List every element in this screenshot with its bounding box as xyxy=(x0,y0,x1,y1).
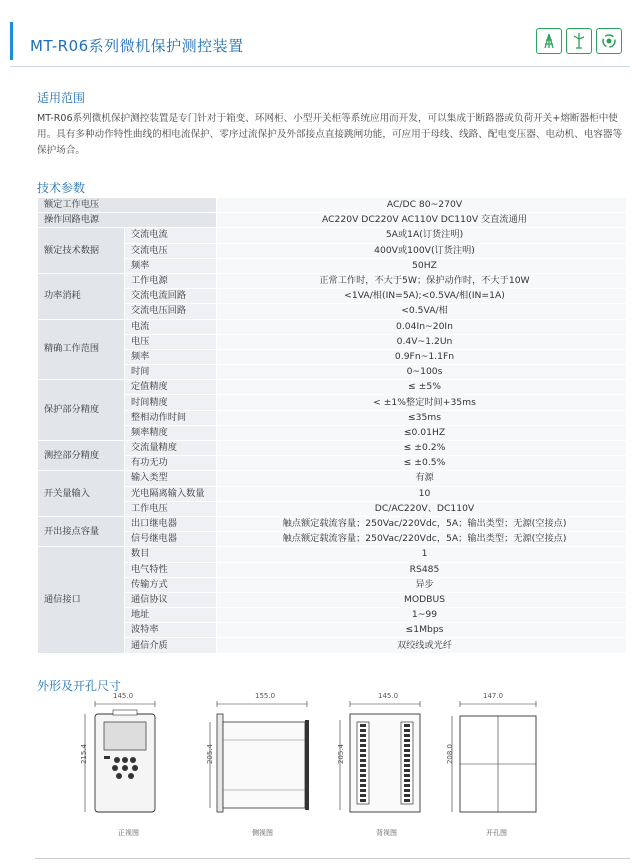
spec-category: 开出接点容量 xyxy=(38,516,125,546)
header-accent-bar xyxy=(10,22,13,60)
spec-subitem: 有功无功 xyxy=(125,456,217,471)
spec-row xyxy=(38,319,627,334)
spec-subitem: 交流电压回路 xyxy=(125,304,217,319)
back-height-label: 205.4 xyxy=(337,743,346,765)
spec-subitem: 频率精度 xyxy=(125,425,217,440)
spec-subitem: 电气特性 xyxy=(125,562,217,577)
spec-subitem: 交流电流 xyxy=(125,228,217,243)
spec-subitem: 工作电压 xyxy=(125,501,217,516)
terminal-marker xyxy=(404,744,410,747)
spec-value: AC220V DC220V AC110V DC110V 交直流通用 xyxy=(217,213,627,228)
spec-row xyxy=(38,410,627,425)
spec-category: 额定技术数据 xyxy=(38,228,125,274)
terminal-marker xyxy=(404,794,410,797)
spec-row xyxy=(38,334,627,349)
recycle-icon xyxy=(596,28,622,54)
spec-subitem: 通信介质 xyxy=(125,638,217,653)
cutout-width-label: 147.0 xyxy=(483,692,504,700)
scope-text: MT-R06系列微机保护测控装置是专门针对于箱变、环网柜、小型开关柜等系统应用而开发，可以集成于断路器或负荷开关+熔断器柜中使用。具有多种动作特性曲线的相电流保护、零序过流保护及外部接点直接跳闸功能，可应用于母线、线路、配电变压器、电动机、电容器等保护场合。 xyxy=(37,113,623,156)
terminal-marker xyxy=(404,734,410,737)
back-view-drawing xyxy=(335,700,435,825)
spec-subitem: 输入类型 xyxy=(125,471,217,486)
spec-subitem: 传输方式 xyxy=(125,577,217,592)
spec-value: <0.5VA/相 xyxy=(217,304,627,319)
terminal-marker xyxy=(404,749,410,752)
spec-value: 0.9Fn~1.1Fn xyxy=(217,349,627,364)
spec-category: 测控部分精度 xyxy=(38,441,125,471)
spec-row xyxy=(38,228,627,243)
spec-row xyxy=(38,486,627,501)
spec-subitem: 信号继电器 xyxy=(125,532,217,547)
spec-value: 触点额定载流容量；250Vac/220Vdc，5A；输出类型；无源(空接点) xyxy=(217,516,627,531)
spec-value: 400V或100V(订货注明) xyxy=(217,243,627,258)
spec-value: DC/AC220V、DC110V xyxy=(217,501,627,516)
side-height-label: 205.4 xyxy=(206,743,215,765)
spec-value: 0.04In~20In xyxy=(217,319,627,334)
spec-row xyxy=(38,471,627,486)
spec-value: 50HZ xyxy=(217,258,627,273)
spec-value: 10 xyxy=(217,486,627,501)
header-icons xyxy=(536,28,622,54)
spec-row xyxy=(38,501,627,516)
cutout-height-label: 208.0 xyxy=(446,743,455,765)
terminal-marker xyxy=(360,794,366,797)
spec-row xyxy=(38,304,627,319)
specs-title: 技术参数 xyxy=(37,181,86,195)
terminal-marker xyxy=(404,779,410,782)
spec-row xyxy=(38,562,627,577)
terminal-marker xyxy=(360,799,366,802)
spec-value: 触点额定载流容量；250Vac/220Vdc，5A；输出类型；无源(空接点) xyxy=(217,532,627,547)
spec-row xyxy=(38,623,627,638)
terminal-marker xyxy=(360,744,366,747)
side-width-label: 155.0 xyxy=(255,692,276,700)
spec-value: ≤35ms xyxy=(217,410,627,425)
spec-value: < ±1%整定时间+35ms xyxy=(217,395,627,410)
spec-value: ≤ ±5% xyxy=(217,380,627,395)
spec-category: 保护部分精度 xyxy=(38,380,125,441)
cutout-caption: 开孔图 xyxy=(486,829,507,837)
terminal-marker xyxy=(404,789,410,792)
spec-subitem: 交流电流回路 xyxy=(125,289,217,304)
spec-category: 精确工作范围 xyxy=(38,319,125,380)
spec-subitem: 时间 xyxy=(125,365,217,380)
side-view-caption: 侧视图 xyxy=(252,829,273,837)
spec-row xyxy=(38,243,627,258)
front-height-label: 215.4 xyxy=(80,743,89,765)
spec-row xyxy=(38,273,627,288)
spec-value: ≤0.01HZ xyxy=(217,425,627,440)
terminal-marker xyxy=(404,729,410,732)
spec-row xyxy=(38,198,627,213)
spec-value: MODBUS xyxy=(217,592,627,607)
spec-row xyxy=(38,395,627,410)
spec-row xyxy=(38,213,627,228)
front-view-caption: 正视图 xyxy=(118,829,139,837)
spec-subitem: 交流量精度 xyxy=(125,441,217,456)
page-title: MT-R06系列微机保护测控装置 xyxy=(30,37,244,55)
terminal-marker xyxy=(360,739,366,742)
spec-value: RS485 xyxy=(217,562,627,577)
spec-subitem: 定值精度 xyxy=(125,380,217,395)
spec-value: 5A或1A(订货注明) xyxy=(217,228,627,243)
front-view-drawing xyxy=(80,700,170,825)
spec-category: 额定工作电压 xyxy=(38,198,217,213)
spec-row xyxy=(38,380,627,395)
spec-subitem: 交流电压 xyxy=(125,243,217,258)
spec-value: 有源 xyxy=(217,471,627,486)
spec-subitem: 波特率 xyxy=(125,623,217,638)
spec-table xyxy=(37,197,627,654)
spec-row xyxy=(38,532,627,547)
spec-row xyxy=(38,592,627,607)
spec-subitem: 通信协议 xyxy=(125,592,217,607)
spec-value: ≤ ±0.5% xyxy=(217,456,627,471)
spec-value: ≤1Mbps xyxy=(217,623,627,638)
front-width-label: 145.0 xyxy=(113,692,134,700)
terminal-marker xyxy=(360,784,366,787)
spec-row xyxy=(38,547,627,562)
spec-category: 功率消耗 xyxy=(38,273,125,319)
spec-row xyxy=(38,456,627,471)
terminal-marker xyxy=(360,764,366,767)
spec-value: 双绞线或光纤 xyxy=(217,638,627,653)
dimensions-title: 外形及开孔尺寸 xyxy=(37,679,122,693)
terminal-marker xyxy=(360,754,366,757)
dimension-drawings xyxy=(0,690,640,840)
terminal-marker xyxy=(404,784,410,787)
terminal-marker xyxy=(360,749,366,752)
terminal-marker xyxy=(404,724,410,727)
page-header xyxy=(0,0,640,70)
spec-subitem: 电流 xyxy=(125,319,217,334)
terminal-marker xyxy=(404,764,410,767)
spec-category: 通信接口 xyxy=(38,547,125,653)
spec-subitem: 数目 xyxy=(125,547,217,562)
substation-icon xyxy=(536,28,562,54)
terminal-marker xyxy=(360,724,366,727)
spec-row xyxy=(38,365,627,380)
spec-subitem: 工作电源 xyxy=(125,273,217,288)
spec-category: 开关量输入 xyxy=(38,471,125,517)
spec-row xyxy=(38,349,627,364)
spec-subitem: 电压 xyxy=(125,334,217,349)
terminal-marker xyxy=(404,739,410,742)
terminal-marker xyxy=(360,729,366,732)
spec-value: 0.4V~1.2Un xyxy=(217,334,627,349)
terminal-marker xyxy=(360,769,366,772)
terminal-marker xyxy=(360,759,366,762)
terminal-marker xyxy=(404,759,410,762)
spec-subitem: 频率 xyxy=(125,258,217,273)
spec-value: ≤ ±0.2% xyxy=(217,441,627,456)
spec-subitem: 频率 xyxy=(125,349,217,364)
spec-row xyxy=(38,441,627,456)
spec-subitem: 整相动作时间 xyxy=(125,410,217,425)
terminal-marker xyxy=(404,799,410,802)
spec-value: <1VA/相(IN=5A);<0.5VA/相(IN=1A) xyxy=(217,289,627,304)
spec-value: 异步 xyxy=(217,577,627,592)
spec-row xyxy=(38,425,627,440)
terminal-marker xyxy=(360,774,366,777)
spec-row xyxy=(38,577,627,592)
spec-subitem: 时间精度 xyxy=(125,395,217,410)
bottom-divider xyxy=(35,858,630,859)
spec-value: 1~99 xyxy=(217,608,627,623)
side-view-drawing xyxy=(205,700,320,825)
scope-title: 适用范围 xyxy=(37,91,86,105)
wind-turbine-icon xyxy=(566,28,592,54)
cutout-drawing xyxy=(448,700,548,825)
header-divider xyxy=(10,66,630,67)
spec-subitem: 出口继电器 xyxy=(125,516,217,531)
spec-subitem: 地址 xyxy=(125,608,217,623)
spec-value: 正常工作时，不大于5W；保护动作时，不大于10W xyxy=(217,273,627,288)
terminal-marker xyxy=(360,789,366,792)
terminal-marker xyxy=(360,779,366,782)
spec-category: 操作回路电源 xyxy=(38,213,217,228)
back-view-caption: 背视图 xyxy=(376,829,397,837)
spec-row xyxy=(38,289,627,304)
back-width-label: 145.0 xyxy=(378,692,399,700)
spec-subitem: 光电隔离输入数量 xyxy=(125,486,217,501)
terminal-marker xyxy=(360,734,366,737)
terminal-marker xyxy=(404,769,410,772)
spec-row xyxy=(38,258,627,273)
terminal-marker xyxy=(404,754,410,757)
spec-value: 0~100s xyxy=(217,365,627,380)
spec-value: 1 xyxy=(217,547,627,562)
spec-row xyxy=(38,638,627,653)
spec-value: AC/DC 80~270V xyxy=(217,198,627,213)
spec-row xyxy=(38,608,627,623)
terminal-marker xyxy=(404,774,410,777)
spec-row xyxy=(38,516,627,531)
